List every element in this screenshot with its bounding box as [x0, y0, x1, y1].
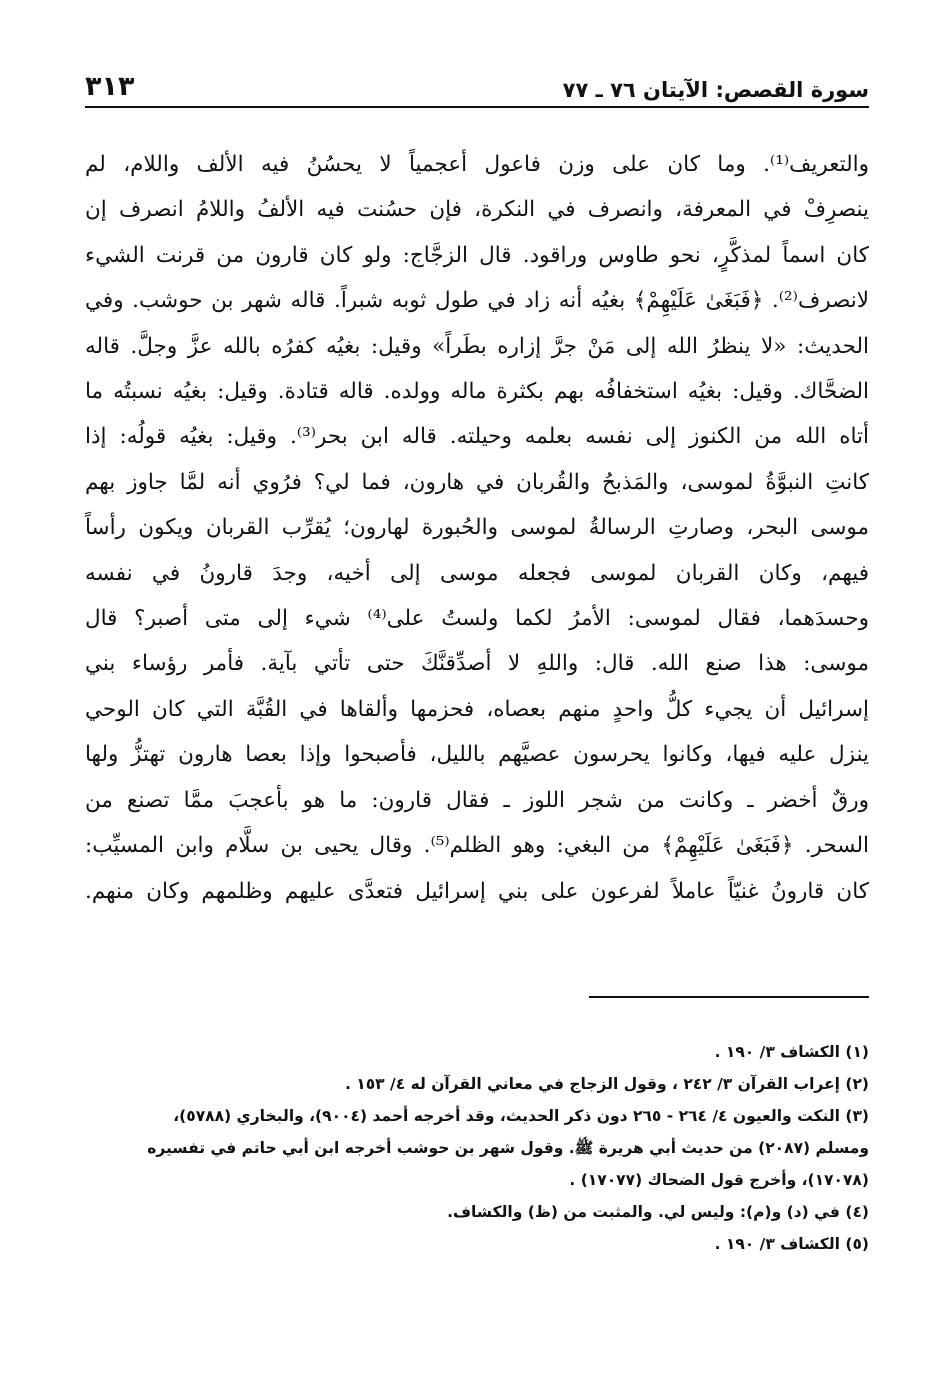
text-line: موسى: هذا صنع الله. قال: واللهِ لا أصدِّقنَّكَ حتى تأتي بآية. فأمر رؤساء بني: [85, 651, 869, 677]
footnote-3: [85, 1100, 869, 1196]
footnote-4: [85, 1196, 869, 1228]
text-line: لانصرف⁽²⁾. ﴿فَبَغَىٰ عَلَيْهِمْ﴾ بغيُه أنه زاد في طول ثوبه شبراً. قاله شهر بن حوشب. وفي: [85, 288, 869, 314]
text-line: أتاه الله من الكنوز إلى نفسه بعلمه وحيلته. قاله ابن بحر⁽³⁾. وقيل: بغيُه قولُه: إذا: [85, 424, 869, 450]
page-number: ٣١٣: [85, 71, 135, 102]
footnote-2: [85, 1068, 869, 1100]
footnote-line: (١٧٠٧٨)، وأخرج قول الضحاك (١٧٠٧٧) .: [569, 1171, 869, 1189]
footnote-line: (٣) النكت والعيون ٤/ ٢٦٤ - ٢٦٥ دون ذكر الحديث، وقد أخرجه أحمد (٩٠٠٤)، والبخاري (٥٧٨٨)،: [173, 1107, 869, 1125]
text-line: ينصرِفْ في المعرفة، وانصرف في النكرة، فإن حسُنت فيه الألفُ واللامُ انصرف إن: [85, 197, 869, 223]
text-line: السحر. ﴿فَبَغَىٰ عَلَيْهِمْ﴾ من البغي: وهو الظلم⁽⁵⁾. وقال يحيى بن سلَّام وابن المسيِّب:: [85, 833, 869, 859]
text-line: كانتِ النبوَّةُ لموسى، والمَذبحُ والقُربان في هارون، فما لي؟ فرُوي أنه لمَّا جاوز بهم: [85, 469, 869, 495]
footnote-line: (٢) إعراب القرآن ٣/ ٢٤٢ ، وقول الزجاج في معاني القرآن له ٤/ ١٥٣ .: [344, 1075, 869, 1093]
text-line: ينزل عليه فيها، وكانوا يحرسون عصيَّهم بالليل، فأصبحوا وإذا بعصا هارون تهتزُّ ولها: [85, 742, 869, 768]
text-line: الحديث: «لا ينظرُ الله إلى مَنْ جرَّ إزاره بطَراً» وقيل: بغيُه كفرُه بالله عزَّ وجلَّ. قاله: [85, 333, 869, 359]
text-line: موسى البحر، وصارتِ الرسالةُ لموسى والحُبورة لهارون؛ يُقرِّب القربان ويكون رأساً: [85, 515, 869, 541]
text-line: ورقٌ أخضر ـ وكانت من شجر اللوز ـ فقال قارون: ما هو بأعجبَ ممَّا تصنع من: [85, 787, 869, 813]
running-title: سورة القصص: الآيتان ٧٦ ـ ٧٧: [562, 78, 869, 102]
text-line: وحسدَهما، فقال لموسى: الأمرُ لكما ولستُ على⁽⁴⁾ شيء إلى متى أصبر؟ قال: [85, 606, 869, 632]
footnote-1: [85, 1036, 869, 1068]
text-line: كان قارونُ غنيّاً عاملاً لفرعون على بني إسرائيل فتعدَّى عليهم وظلمهم وكان منهم.: [85, 878, 869, 904]
text-line: والتعريف⁽¹⁾. وما كان على وزن فاعول أعجمياً لا يحسُنُ فيه الألف واللام، لم: [85, 152, 869, 177]
text-line: فيهم، وكان القربان لموسى فجعله موسى إلى أخيه، وجدَ قارونُ في نفسه: [85, 560, 869, 586]
footnote-line: (١) الكشاف ٣/ ١٩٠ .: [714, 1043, 869, 1061]
footnote-5: [85, 1228, 869, 1260]
main-text: [85, 142, 869, 914]
footnotes: [85, 1036, 869, 1260]
page-header: [85, 58, 869, 108]
text-line: إسرائيل أن يجيء كلُّ واحدٍ منهم بعصاه، فحزمها وألقاها في القُبَّة التي كان الوحي: [85, 696, 869, 722]
footnote-line: (٥) الكشاف ٣/ ١٩٠ .: [714, 1235, 869, 1253]
footnote-line: (٤) في (د) و(م): وليس لي. والمثبت من (ظ) والكشاف.: [447, 1203, 869, 1221]
footnote-divider: [589, 996, 869, 998]
text-line: الضحَّاك. وقيل: بغيُه استخفافُه بهم بكثرة ماله وولده. قاله قتادة. وقيل: بغيُه نسبتُه ما: [85, 379, 869, 405]
text-line: كان اسماً لمذكَّرٍ، نحو طاوس وراقود. قال الزجَّاج: ولو كان قارون من قرنت الشيء: [85, 242, 869, 268]
footnote-line: ومسلم (٢٠٨٧) من حديث أبي هريرة ﷺ. وقول شهر بن حوشب أخرجه ابن أبي حاتم في تفسيره: [147, 1139, 869, 1157]
